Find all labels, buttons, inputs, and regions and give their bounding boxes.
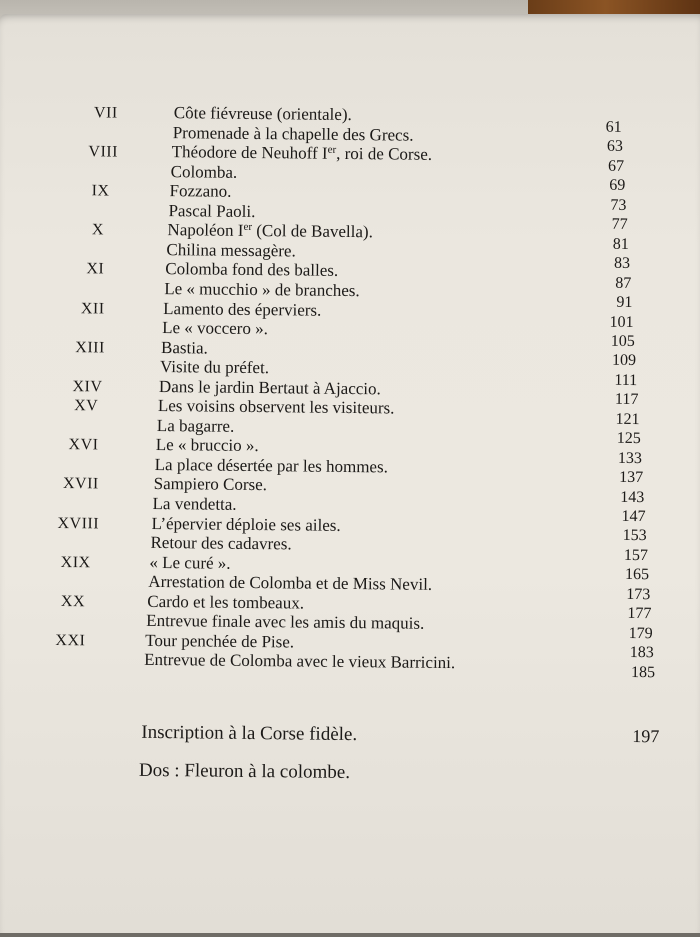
page-number: 133: [617, 449, 643, 467]
chapter-title: Cardo et les tombeaux.: [147, 591, 305, 613]
page-number: 147: [621, 507, 646, 526]
page-number: 143: [620, 488, 645, 506]
chapter-title-text-after: (Col de Bavella).: [251, 221, 373, 242]
page-number: 157: [623, 546, 648, 565]
page-number: 109: [611, 352, 637, 370]
chapter-title: Côte fiévreuse (orientale).: [173, 103, 352, 125]
page-number: 101: [609, 313, 634, 331]
chapter-number: XVI: [68, 436, 99, 454]
page-number: 105: [610, 332, 635, 350]
chapter-title: Promenade à la chapelle des Grecs.: [172, 122, 414, 145]
chapter-title: Pascal Paoli.: [168, 200, 256, 221]
chapter-number: XXI: [55, 631, 86, 650]
page-number: 177: [627, 605, 652, 623]
chapter-title: Le « voccero ».: [162, 318, 268, 339]
chapter-title: Entrevue de Colomba avec le vieux Barricini.: [144, 650, 456, 673]
extra-title: Dos : Fleuron à la colombe.: [138, 759, 351, 784]
chapter-number: XIII: [75, 338, 105, 357]
page-number: 117: [614, 391, 639, 409]
chapter-number: XIV: [72, 377, 103, 396]
page-number: 173: [626, 585, 651, 603]
chapter-title: Visite du préfet.: [159, 357, 270, 378]
ordinal-superscript: er: [243, 221, 253, 234]
chapter-title: Chilina messagère.: [166, 239, 296, 261]
page-number: 61: [605, 118, 622, 136]
chapter-title: Le « mucchio » de branches.: [164, 279, 360, 301]
page-number: 183: [629, 644, 654, 662]
chapter-number: VIII: [88, 143, 119, 161]
chapter-title: La bagarre.: [156, 415, 235, 436]
chapter-title: « Le curé ».: [149, 552, 231, 573]
extra-title: Inscription à la Corse fidèle.: [141, 721, 358, 746]
page-number: 67: [608, 157, 625, 175]
page-number: 125: [616, 429, 641, 448]
chapter-title: Entrevue finale avec les amis du maquis.: [146, 611, 425, 634]
chapter-number: IX: [91, 182, 110, 200]
chapter-title: Lamento des éperviers.: [163, 298, 322, 320]
chapter-number: XII: [80, 299, 105, 317]
chapter-title: Retour des cadavres.: [150, 533, 292, 554]
page-number: 137: [619, 468, 644, 487]
chapter-title-text: Napoléon I: [167, 220, 244, 241]
chapter-title: Colomba.: [170, 161, 238, 182]
chapter-title: Le « bruccio ».: [155, 435, 259, 456]
page-number: 77: [611, 215, 628, 234]
chapter-title: Arrestation de Colomba et de Miss Nevil.: [148, 572, 433, 595]
page-number: 87: [615, 274, 632, 292]
chapter-title-text-after: , roi de Corse.: [336, 143, 433, 164]
page-number: 111: [614, 371, 638, 389]
page-number: 165: [624, 566, 650, 584]
chapter-title: Bastia.: [161, 337, 208, 358]
chapter-number: VII: [93, 104, 118, 122]
page-number: 81: [612, 235, 629, 253]
chapter-title: La vendetta.: [152, 493, 237, 514]
chapter-number: XVII: [62, 475, 99, 493]
page-number: 179: [628, 624, 653, 642]
chapter-title: Colomba fond des balles.: [165, 259, 339, 281]
chapter-title: La place désertée par les hommes.: [154, 454, 388, 477]
page-number: 91: [616, 293, 633, 312]
chapter-number: XV: [74, 397, 99, 415]
page-number: 69: [609, 177, 626, 195]
page-number: 197: [632, 725, 660, 747]
chapter-title: Les voisins observent les visiteurs.: [157, 396, 395, 418]
chapter-title: Tour penchée de Pise.: [145, 630, 295, 652]
page-number: 121: [615, 410, 640, 428]
page-number: 185: [630, 663, 656, 681]
page-number: 73: [610, 196, 627, 214]
chapter-title: Fozzano.: [169, 181, 232, 201]
chapter-number: XI: [86, 260, 105, 278]
page-number: 153: [622, 527, 647, 545]
page-number: 63: [606, 138, 624, 156]
chapter-number: XIX: [60, 553, 91, 571]
page-number: 83: [613, 254, 631, 273]
chapter-number: XVIII: [57, 514, 100, 532]
chapter-title: Dans le jardin Bertaut à Ajaccio.: [158, 376, 381, 399]
chapter-title-text: Théodore de Neuhoff I: [171, 142, 328, 163]
chapter-number: X: [91, 221, 105, 239]
chapter-number: XX: [60, 592, 86, 611]
chapter-title: L’épervier déploie ses ailes.: [151, 513, 341, 535]
chapter-title: Sampiero Corse.: [153, 474, 268, 495]
ordinal-superscript: er: [327, 143, 337, 156]
